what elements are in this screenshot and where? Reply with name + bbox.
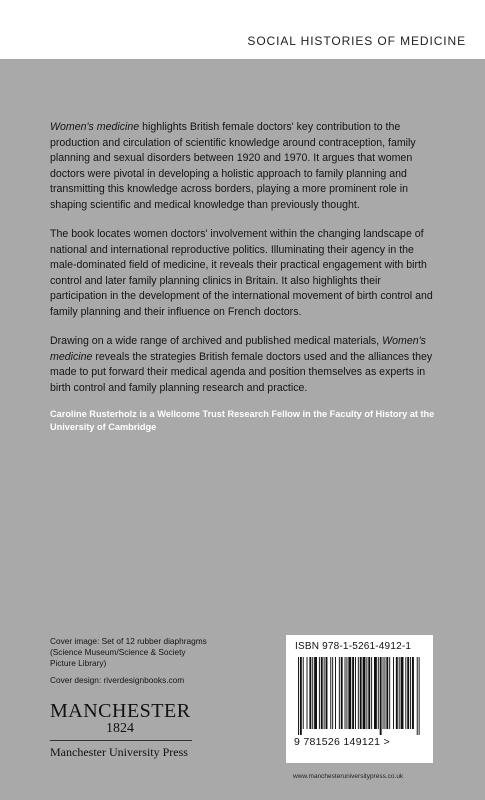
blurb-paragraph-1 (50, 120, 440, 213)
barcode-bar (355, 657, 356, 729)
barcode-bar (300, 657, 302, 735)
barcode-bar (309, 657, 311, 729)
publisher-logo (50, 701, 192, 760)
back-cover-blurb (50, 120, 440, 434)
author-bio: Caroline Rusterholz is a Wellcome Trust Research Fellow in the Faculty of History at the University of Cambridge (50, 409, 435, 432)
barcode-bar (378, 657, 379, 729)
barcode-bar (326, 657, 328, 729)
barcode-graphic (294, 657, 426, 737)
barcode-bar (412, 657, 414, 729)
barcode-bar (307, 657, 308, 729)
barcode-bar (407, 657, 409, 729)
logo-divider (50, 740, 192, 741)
barcode-bar (321, 657, 323, 729)
barcode-bar (346, 657, 347, 729)
barcode-bar (312, 657, 313, 729)
barcode-bar (330, 657, 331, 729)
book-title-italic: Women's medicine (50, 335, 426, 363)
barcode-bar (368, 657, 370, 729)
barcode-bar (401, 657, 404, 729)
blurb-paragraph-3 (50, 334, 440, 396)
blurb-paragraph-2: The book locates women doctors' involvement within the changing landscape of national and international reproductive politics. Illuminating their agency in the male-dominated field of medicine, it reveals their practical engagement with birth control and later family planning clinics in Britain. It also highlights their participation in the development of the international movement of birth control and family planning and their influence on French doctors. (50, 228, 433, 318)
barcode-bar (352, 657, 354, 729)
logo-year: 1824 (106, 721, 134, 736)
barcode-bar (393, 657, 394, 729)
isbn-barcode-box (286, 635, 433, 763)
barcode-bar (314, 657, 317, 729)
barcode-bar (298, 657, 299, 735)
barcode-bar (348, 657, 351, 729)
barcode-bar (396, 657, 398, 729)
barcode-bar (303, 657, 304, 729)
barcode-bar (374, 657, 377, 729)
publisher-name: Manchester University Press (50, 745, 188, 759)
barcode-bar (386, 657, 388, 729)
barcode-bar (399, 657, 400, 729)
barcode-bar (335, 657, 336, 729)
barcode-bar (383, 657, 384, 729)
barcode-bar (366, 657, 367, 729)
book-title-italic: Women's medicine (50, 121, 140, 133)
cover-design-credit: Cover design: riverdesignbooks.com (50, 675, 185, 685)
barcode-bar (332, 657, 333, 729)
top-band (0, 0, 485, 59)
barcode-bar (363, 657, 366, 729)
cover-image-credit-line: Cover image: Set of 12 rubber diaphragms (50, 636, 207, 646)
blurb-text: highlights British female doctors' key contribution to the production and circulation of scientific knowledge around contraception, family planning and sexual disorders between 1920 and 1970. It argues that women doctors were pivotal in developing a holistic approach to family planning and transmitting this knowledge across borders, playing a more prominent role in shaping scientific and medical knowledge than previously thought. (50, 121, 416, 211)
isbn-label: ISBN 978-1-5261-4912-1 (295, 641, 412, 652)
barcode-bar (419, 657, 420, 735)
cover-image-credit-line: Picture Library) (50, 658, 107, 668)
publisher-url: www.manchesteruniversitypress.co.uk (293, 773, 404, 780)
barcode-bar (345, 657, 346, 729)
blurb-text: reveals the strategies British female doctors used and the alliances they made to put forward their medical agenda and position themselves as experts in birth control and family planning research and practice. (50, 350, 433, 394)
barcode-bar (358, 657, 359, 729)
barcode-bar (405, 657, 406, 729)
barcode-bar (319, 657, 320, 729)
logo-wordmark: MANCHESTER (50, 700, 191, 722)
barcode-bar (324, 657, 325, 729)
barcode-bar (339, 657, 340, 729)
barcode-bar (389, 657, 390, 729)
barcode-bar (417, 657, 418, 735)
cover-image-credit-line: (Science Museum/Science & Society (50, 647, 186, 657)
barcode-bar (380, 657, 382, 735)
barcode-bar (360, 657, 362, 729)
blurb-text: Drawing on a wide range of archived and published medical materials, (50, 335, 383, 347)
barcode-bar (384, 657, 385, 729)
barcode-digits: 9 781526 149121 > (294, 736, 390, 748)
barcode-bar (410, 657, 411, 729)
series-title: SOCIAL HISTORIES OF MEDICINE (247, 34, 466, 48)
cover-credits (50, 636, 250, 686)
barcode-bar (341, 657, 343, 729)
barcode-bar (371, 657, 372, 729)
